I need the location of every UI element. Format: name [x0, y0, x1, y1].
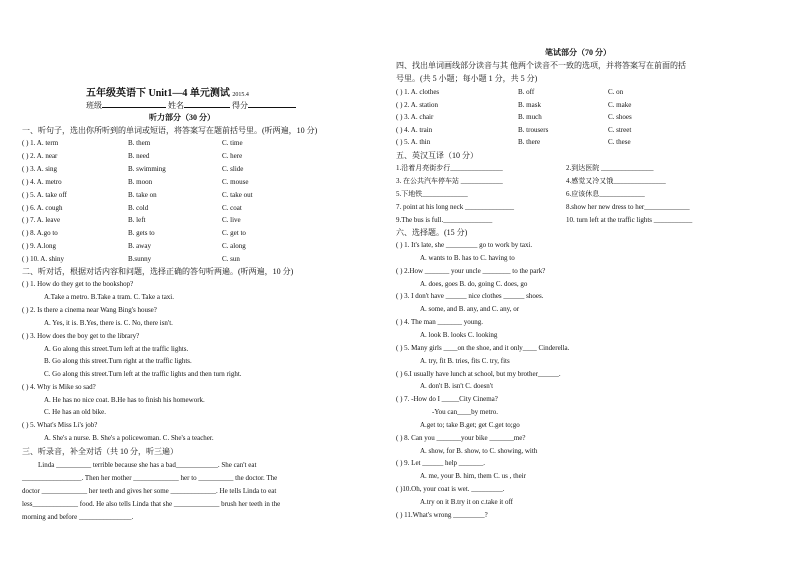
sec6-option: A. me, your B. him, them C. us , their [420, 472, 526, 481]
sec4-heading-2: 号里。(共 5 小题；每小题 1 分，共 5 分) [396, 74, 538, 83]
sec6-option: A. does, goes B. do, going C. does, go [420, 279, 528, 288]
sec6-question: ( ) 4. The man _______ young. [396, 318, 483, 327]
sec6-question: ( ) 8. Can you _______your bike _______me? [396, 433, 526, 442]
sec4-item-option-c: C. shoes [608, 113, 632, 122]
sec1-item-question: ( ) 3. A. sing [22, 164, 57, 173]
sec2-option: A. Go along this street.Turn left at the traffic lights. [44, 345, 189, 353]
sec1-item-option-b: B. left [128, 216, 146, 225]
score-field[interactable] [248, 107, 296, 108]
sec1-item-question: ( ) 1. A. term [22, 139, 59, 147]
sec6-question: ( ) 2.How _______ your uncle ________ to the park? [396, 266, 546, 275]
sec2-option: A. He has no nice coat. B.He has to finish his homework. [44, 396, 205, 404]
sec4-item-option-c: C. street [608, 125, 632, 134]
class-field[interactable] [102, 107, 166, 108]
sec6-option: A. try, fit B. tries, fits C. try, fits [420, 356, 510, 365]
sec4-item-option-c: C. these [608, 138, 631, 147]
sec4-item-option-c: C. make [608, 100, 632, 109]
sec1-item-question: ( ) 10. A. shiny [22, 255, 64, 264]
sec6-question: ( ) 7. -How do I _____City Cinema? [396, 395, 498, 404]
student-info [86, 102, 296, 110]
sec5-item-right: 6.应该休息_____________ [566, 190, 645, 199]
sec5-item-right: 2.到达医院 _______________ [566, 164, 654, 172]
sec6-question: ( ) 5. Many girls ____on the shoe, and it only____ Cinderella. [396, 343, 570, 352]
sec1-item-option-c: C. time [222, 139, 243, 147]
name-label: 姓名 [168, 101, 184, 110]
sec2-option: A. She's a nurse. B. She's a policewoman. C. She's a teacher. [44, 434, 214, 442]
sec4-item-option-b: B. off [518, 88, 535, 96]
sec5-item-right: 4.感觉又冷又饿_______________ [566, 177, 666, 186]
sec1-item-option-b: B. away [128, 242, 151, 251]
sec4-item-option-b: B. mask [518, 100, 541, 109]
exam-title [86, 89, 249, 99]
sec6-question: ( ) 1. It's late, she _________ go to work by taxi. [396, 241, 533, 249]
sec1-item-option-b: B. them [128, 139, 151, 147]
sec6-option: A.get to; take B.get; get C.get to;go [420, 420, 520, 429]
sec1-item-option-b: B. moon [128, 177, 153, 186]
sec3-passage-line: morning and before _______________. [22, 513, 134, 522]
sec1-heading: 一、听句子，选出你所听到的单词或短语，将答案写在题前括号里。(听两遍，10 分) [22, 126, 318, 135]
sec1-item-option-c: C. along [222, 242, 246, 251]
sec1-item-option-b: B. take on [128, 190, 157, 199]
sec2-option: C. He has an old bike. [44, 408, 107, 416]
sec5-item-left: 5.下地铁_____________ [396, 190, 468, 199]
sec1-item-question: ( ) 7. A. leave [22, 216, 61, 225]
sec6-option: A. look B. looks C. looking [420, 330, 498, 339]
sec1-item-question: ( ) 8. A.go to [22, 229, 58, 238]
sec5-item-right: 8.show her new dress to her_____________ [566, 203, 690, 212]
sec2-option: C. Go along this street.Turn left at the traffic lights and then turn right. [44, 370, 242, 378]
sec3-passage-line: Linda __________ terrible because she has a bad____________. She can't eat [38, 461, 257, 469]
sec5-item-left: 9.The bus is full.______________ [396, 216, 493, 225]
sec1-item-option-b: B. gets to [128, 229, 155, 238]
sec4-heading: 四、找出单词画线部分读音与其 他两个读音不一致的选项，并将答案写在前面的括 [396, 61, 686, 70]
sec2-option: B. Go along this street.Turn right at the traffic lights. [44, 357, 192, 365]
sec1-item-question: ( ) 6. A. cough [22, 203, 63, 212]
sec1-item-option-b: B. cold [128, 203, 149, 212]
sec6-option: A. wants to B. has to C. having to [420, 253, 515, 262]
sec5-item-right: 10. turn left at the traffic lights ___________ [566, 216, 693, 225]
sec2-option: A. Yes, it is. B.Yes, there is. C. No, there isn't. [44, 319, 173, 327]
sec4-item-option-b: B. much [518, 113, 542, 122]
sec4-item-question: ( ) 3. A. chair [396, 113, 434, 122]
sec1-item-option-b: B. swimming [128, 164, 166, 173]
sec4-item-question: ( ) 2. A. station [396, 100, 438, 109]
listening-title: 听力部分（30 分） [149, 113, 215, 122]
sec1-item-option-b: B.sunny [128, 255, 152, 264]
exam-date: 2015.4 [232, 92, 249, 98]
sec1-item-option-c: C. slide [222, 164, 244, 173]
written-title: 笔试部分（70 分） [545, 48, 611, 57]
sec2-option: A.Take a metro. B.Take a tram. C. Take a taxi. [44, 293, 174, 301]
sec4-item-option-b: B. there [518, 138, 541, 147]
sec5-heading: 五、英汉互译（10 分） [396, 151, 478, 160]
score-label: 得分 [232, 101, 248, 110]
sec1-item-option-c: C. mouse [222, 177, 249, 186]
sec1-item-option-c: C. sun [222, 255, 240, 264]
sec2-question: ( ) 3. How does the boy get to the library? [22, 332, 140, 340]
sec1-item-option-c: C. live [222, 216, 241, 225]
sec6-option: A. show, for B. show, to C. showing, with [420, 446, 538, 455]
sec6-question: ( ) 11.What's wrong _________? [396, 510, 488, 519]
sec3-passage-line: doctor _____________ her teeth and gives her some _____________. He tells Linda to eat [22, 487, 277, 496]
sec6-question: ( ) 9. Let ______ help _______. [396, 459, 486, 468]
sec6-heading: 六、选择题。(15 分) [396, 228, 468, 237]
sec1-item-question: ( ) 5. A. take off [22, 190, 67, 199]
sec1-item-option-b: B. need [128, 151, 150, 160]
sec2-question: ( ) 4. Why is Mike so sad? [22, 383, 96, 391]
sec6-option: -You can____by metro. [432, 408, 498, 417]
sec3-heading: 三、听录音，补全对话（共 10 分，听三遍） [22, 447, 178, 456]
sec6-option: A. don't B. isn't C. doesn't [420, 382, 494, 391]
sec1-item-question: ( ) 9. A.long [22, 242, 57, 251]
sec6-question: ( ) 6.I usually have lunch at school, but my brother______. [396, 369, 561, 378]
sec3-passage-line: _________________. Then her mother _____________ her to __________ the doctor. The [22, 474, 278, 483]
sec6-option: A.try on it B.try it on c.take it off [420, 498, 513, 506]
sec4-item-question: ( ) 5. A. thin [396, 138, 431, 147]
sec1-item-question: ( ) 2. A. near [22, 151, 58, 160]
sec5-item-left: 3. 在公共汽车停车站 ____________ [396, 177, 503, 186]
sec6-question: ( )10.Oh, your coat is wet. _________. [396, 485, 505, 494]
sec4-item-question: ( ) 1. A. clothes [396, 88, 440, 96]
class-label: 班级 [86, 101, 102, 110]
name-field[interactable] [184, 107, 230, 108]
sec2-question: ( ) 1. How do they get to the bookshop? [22, 280, 134, 288]
sec2-question: ( ) 5. What's Miss Li's job? [22, 421, 98, 429]
sec1-item-option-c: C. take out [222, 190, 253, 199]
sec6-question: ( ) 3. I don't have ______ nice clothes ______ shoes. [396, 292, 544, 301]
sec3-passage-line: less_____________ food. He also tells Linda that she _____________ brush her teeth in the [22, 500, 281, 509]
sec2-heading: 二、听对话，根据对话内容和问题，选择正确的答句听两遍。(听两遍，10 分) [22, 267, 294, 276]
sec4-item-option-c: C. on [608, 88, 624, 96]
sec5-item-left: 7. point at his long neck ______________ [396, 203, 515, 212]
sec1-item-option-c: C. coat [222, 203, 242, 212]
sec4-item-question: ( ) 4. A. train [396, 125, 433, 134]
sec2-question: ( ) 2. Is there a cinema near Wang Bing's house? [22, 306, 157, 314]
sec1-item-option-c: C. here [222, 151, 243, 160]
sec4-item-option-b: B. trousers [518, 125, 549, 134]
sec5-item-left: 1.沿着月亮街步行_______________ [396, 164, 503, 172]
sec1-item-option-c: C. get to [222, 229, 246, 238]
exam-title-text: 五年级英语下 Unit1—4 单元测试 [86, 88, 230, 99]
sec6-option: A. some, and B. any, and C. any, or [420, 305, 520, 314]
sec1-item-question: ( ) 4. A. metro [22, 177, 62, 186]
